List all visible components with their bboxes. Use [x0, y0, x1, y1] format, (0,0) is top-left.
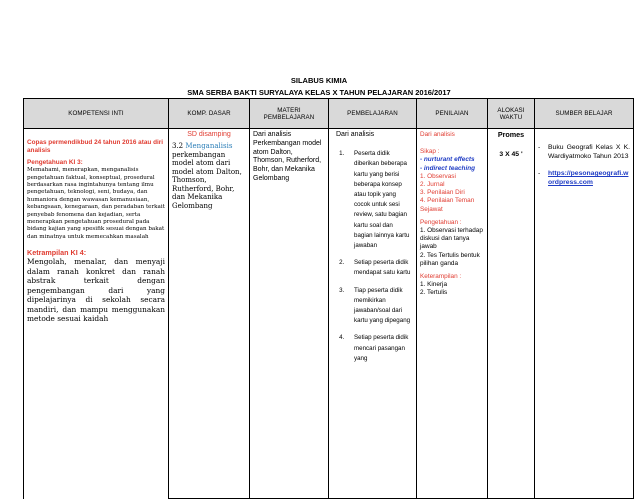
sumber-cell: - Buku Geografi Kelas X K. Wardiyatmoko Tahun 2013 - https://pesonageografi.wordpress.com [535, 129, 634, 499]
table-header-row [24, 99, 634, 129]
indirect-teaching: indirect teaching [423, 164, 476, 172]
col-header-alokasi: ALOKASI WAKTU [488, 99, 535, 129]
list-item: Kinerja [427, 281, 448, 289]
col-header-materi: MATERI PEMBELAJARAN [250, 99, 329, 129]
col-header-pembelajaran: PEMBELAJARAN [329, 99, 417, 129]
ki3-title: Pengetahuan KI 3: [27, 159, 83, 166]
col-header-sumber: SUMBER BELAJAR [535, 99, 634, 129]
pembelajaran-steps [332, 149, 413, 364]
table-row [24, 129, 634, 499]
ki4-title: Ketrampilan KI 4: [27, 248, 87, 258]
ki3-text: Memahami, menerapkan, menganalisis pengetahuan faktual, konseptual, prosedural berdasarkan rasa ingintahunya tentang ilmu pengetahuan, teknologi, seni, budaya, dan humaniora dengan wawasan kemanusiaan, kebangsaan, kenegaraan, dan peradaban terkait penyebab fenomena dan kejadian, serta menerapkan pengetahuan prosedural pada bidang kajian yang spesifik sesuai dengan bakat dan minatnya untuk memecahkan masalah [27, 167, 165, 240]
document-title: SILABUS KIMIA [290, 76, 348, 85]
kd-cell [169, 129, 250, 499]
col-header-ki: KOMPETENSI INTI [24, 99, 169, 129]
syllabus-table [23, 98, 634, 499]
nurturant-effects: nurturant effects [423, 156, 475, 164]
col-header-penilaian: PENILAIAN [417, 99, 488, 129]
ki-copas-note: Copas permendikbud 24 tahun 2016 atau diri analisis [27, 139, 164, 154]
source-book: Buku Geografi Kelas X K. Wardiyatmoko Tahun 2013 [548, 144, 630, 160]
materi-analysis: Dari analisis [253, 131, 292, 138]
list-item: Observasi [427, 172, 456, 180]
list-item: Tes Tertulis bentuk pilihan ganda [420, 251, 480, 267]
list-item: 1. Peserta didik diberikan beberapa kartu yang berisi beberapa konsep atau topik yang cocok untuk sesi review, satu bagian kartu soal dan bagian lainnya kartu jawaban [346, 149, 413, 251]
list-item: 2. Setiap peserta didik mendapat satu kartu [346, 258, 413, 278]
pembelajaran-cell [329, 129, 417, 499]
list-item: Jurnal [427, 181, 445, 189]
pengetahuan-label: Pengetahuan : [420, 218, 462, 226]
source-link[interactable]: https://pesonageografi.wordpress.com [548, 170, 629, 186]
pembelajaran-analysis: Dari analisis [336, 131, 375, 138]
penilaian-analysis: Dari analisis [420, 131, 455, 138]
list-item: Penilaian Diri [427, 189, 465, 197]
keterampilan-label: Keterampilan : [420, 273, 462, 281]
ki-cell [24, 129, 169, 499]
kd-note: SD disamping [187, 131, 231, 138]
kd-text: perkembangan model atom dari model atom Dalton, Thomson, Rutherford, Bohr, dan Mekanika Gelombang [172, 150, 242, 210]
kd-verb: Menganalisis [185, 142, 233, 151]
list-item: 3. Tiap peserta didik memikirkan jawaban/soal dari kartu yang dipegang [346, 286, 413, 327]
kd-number: 3.2 [172, 142, 184, 151]
sikap-label: Sikap : [420, 148, 440, 156]
time-allocation: 3 X 45 ' [499, 151, 523, 159]
ki4-text: Mengolah, menalar, dan menyaji dalam ranah konkret dan ranah abstrak terkait dengan pengembangan dari yang dipelajarinya di sekolah secara mandiri, dan mampu menggunakan metode sesuai kaidah [27, 257, 165, 323]
list-item: 4. Setiap peserta didik mencari pasangan yang [346, 333, 413, 364]
materi-cell [250, 129, 329, 499]
document-subtitle: SMA SERBA BAKTI SURYALAYA KELAS X TAHUN PELAJARAN 2016/2017 [187, 88, 451, 97]
alokasi-cell [488, 129, 535, 499]
list-item: Penilaian Teman Sejawat [420, 197, 475, 213]
col-header-kd: KOMP. DASAR [169, 99, 250, 129]
list-item: Observasi terhadap diskusi dan tanya jawab [420, 227, 483, 251]
promes-label: Promes [497, 130, 525, 139]
materi-text: Perkembangan model atom Dalton, Thomson, Rutherford, Bohr, dan Mekanika Gelombang [253, 140, 322, 182]
list-item: Tertulis [427, 289, 448, 297]
penilaian-cell: Dari analisis Sikap : - nurturant effects - indirect teaching 1. Observasi 2. Jurnal 3. Penilaian Diri 4. Penilaian Teman Sejawat Pengetahuan : 1. Observasi terhadap diskusi dan tanya jawab 2. Tes Tertulis bentuk pilihan ganda Keterampilan : 1. Kinerja 2. Tertulis [417, 129, 488, 499]
